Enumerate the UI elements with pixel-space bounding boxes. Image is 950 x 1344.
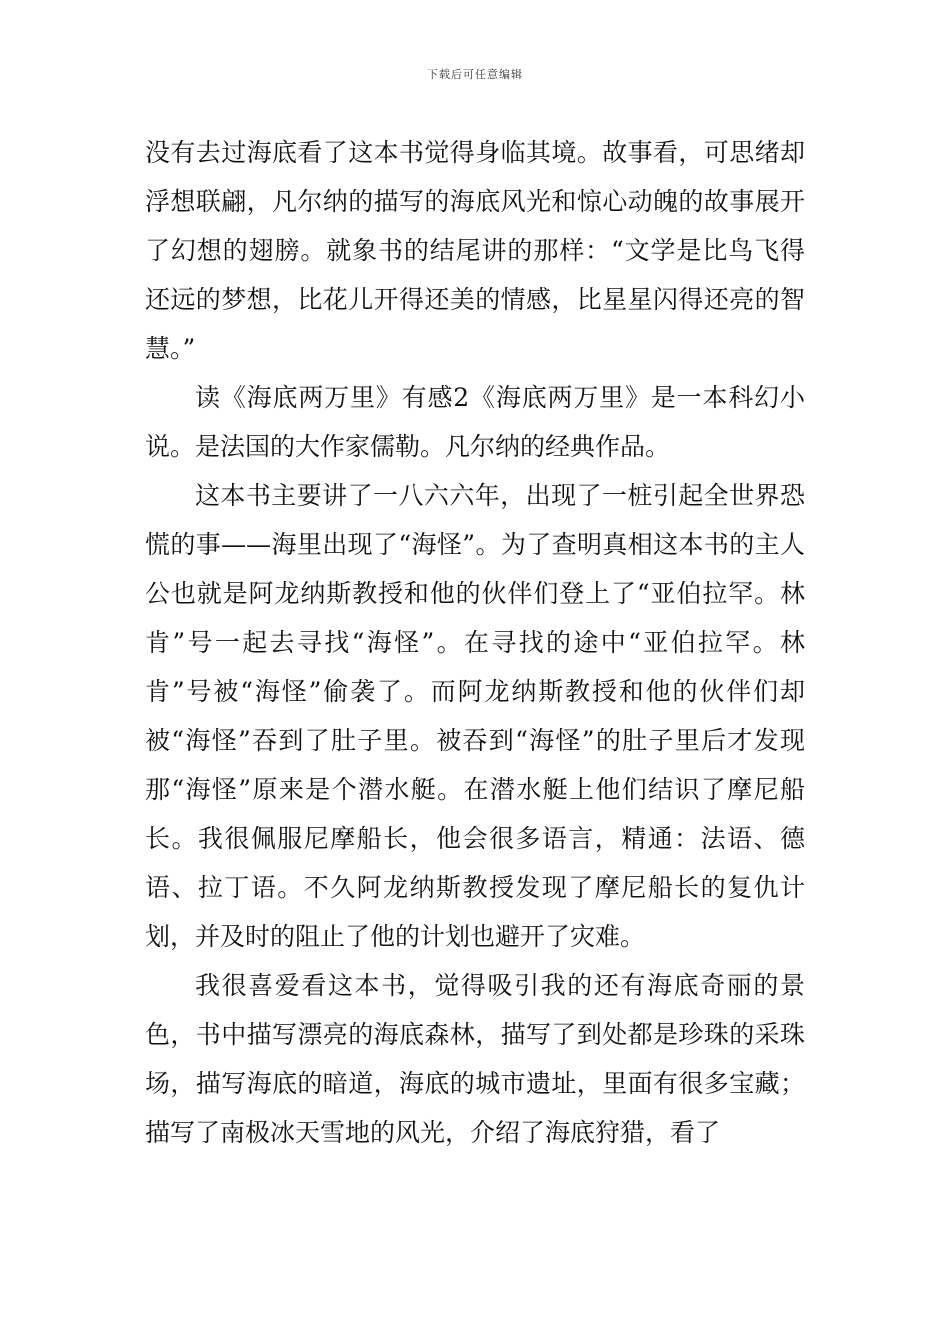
page-header: 下载后可任意编辑 [427,68,523,81]
paragraph-2: 读《海底两万里》有感2《海底两万里》是一本科幻小说。是法国的大作家儒勒。凡尔纳的经典作品。 [145,383,805,461]
paragraph-1: 没有去过海底看了这本书觉得身临其境。故事看，可思绪却浮想联翩，凡尔纳的描写的海底风光和惊心动魄的故事展开了幻想的翅膀。就象书的结尾讲的那样：“文学是比鸟飞得还远的梦想，比花儿开得还美的情感，比星星闪得还亮的智慧。” [145,138,805,363]
paragraph-3: 这本书主要讲了一八六六年，出现了一桩引起全世界恐慌的事——海里出现了“海怪”。为了查明真相这本书的主人公也就是阿龙纳斯教授和他的伙伴们登上了“亚伯拉罕。林肯”号一起去寻找“海怪”。在寻找的途中“亚伯拉罕。林肯”号被“海怪”偷袭了。而阿龙纳斯教授和他的伙伴们却被“海怪”吞到了肚子里。被吞到“海怪”的肚子里后才发现那“海怪”原来是个潜水艇。在潜水艇上他们结识了摩尼船长。我很佩服尼摩船长，他会很多语言，精通：法语、德语、拉丁语。不久阿龙纳斯教授发现了摩尼船长的复仇计划，并及时的阻止了他的计划也避开了灾难。 [145,481,805,951]
paragraph-4: 我很喜爱看这本书，觉得吸引我的还有海底奇丽的景色，书中描写漂亮的海底森林，描写了到处都是珍珠的采珠场，描写海底的暗道，海底的城市遗址，里面有很多宝藏；描写了南极冰天雪地的风光，介绍了海底狩猎，看了 [145,971,805,1147]
document-body [145,128,805,1157]
